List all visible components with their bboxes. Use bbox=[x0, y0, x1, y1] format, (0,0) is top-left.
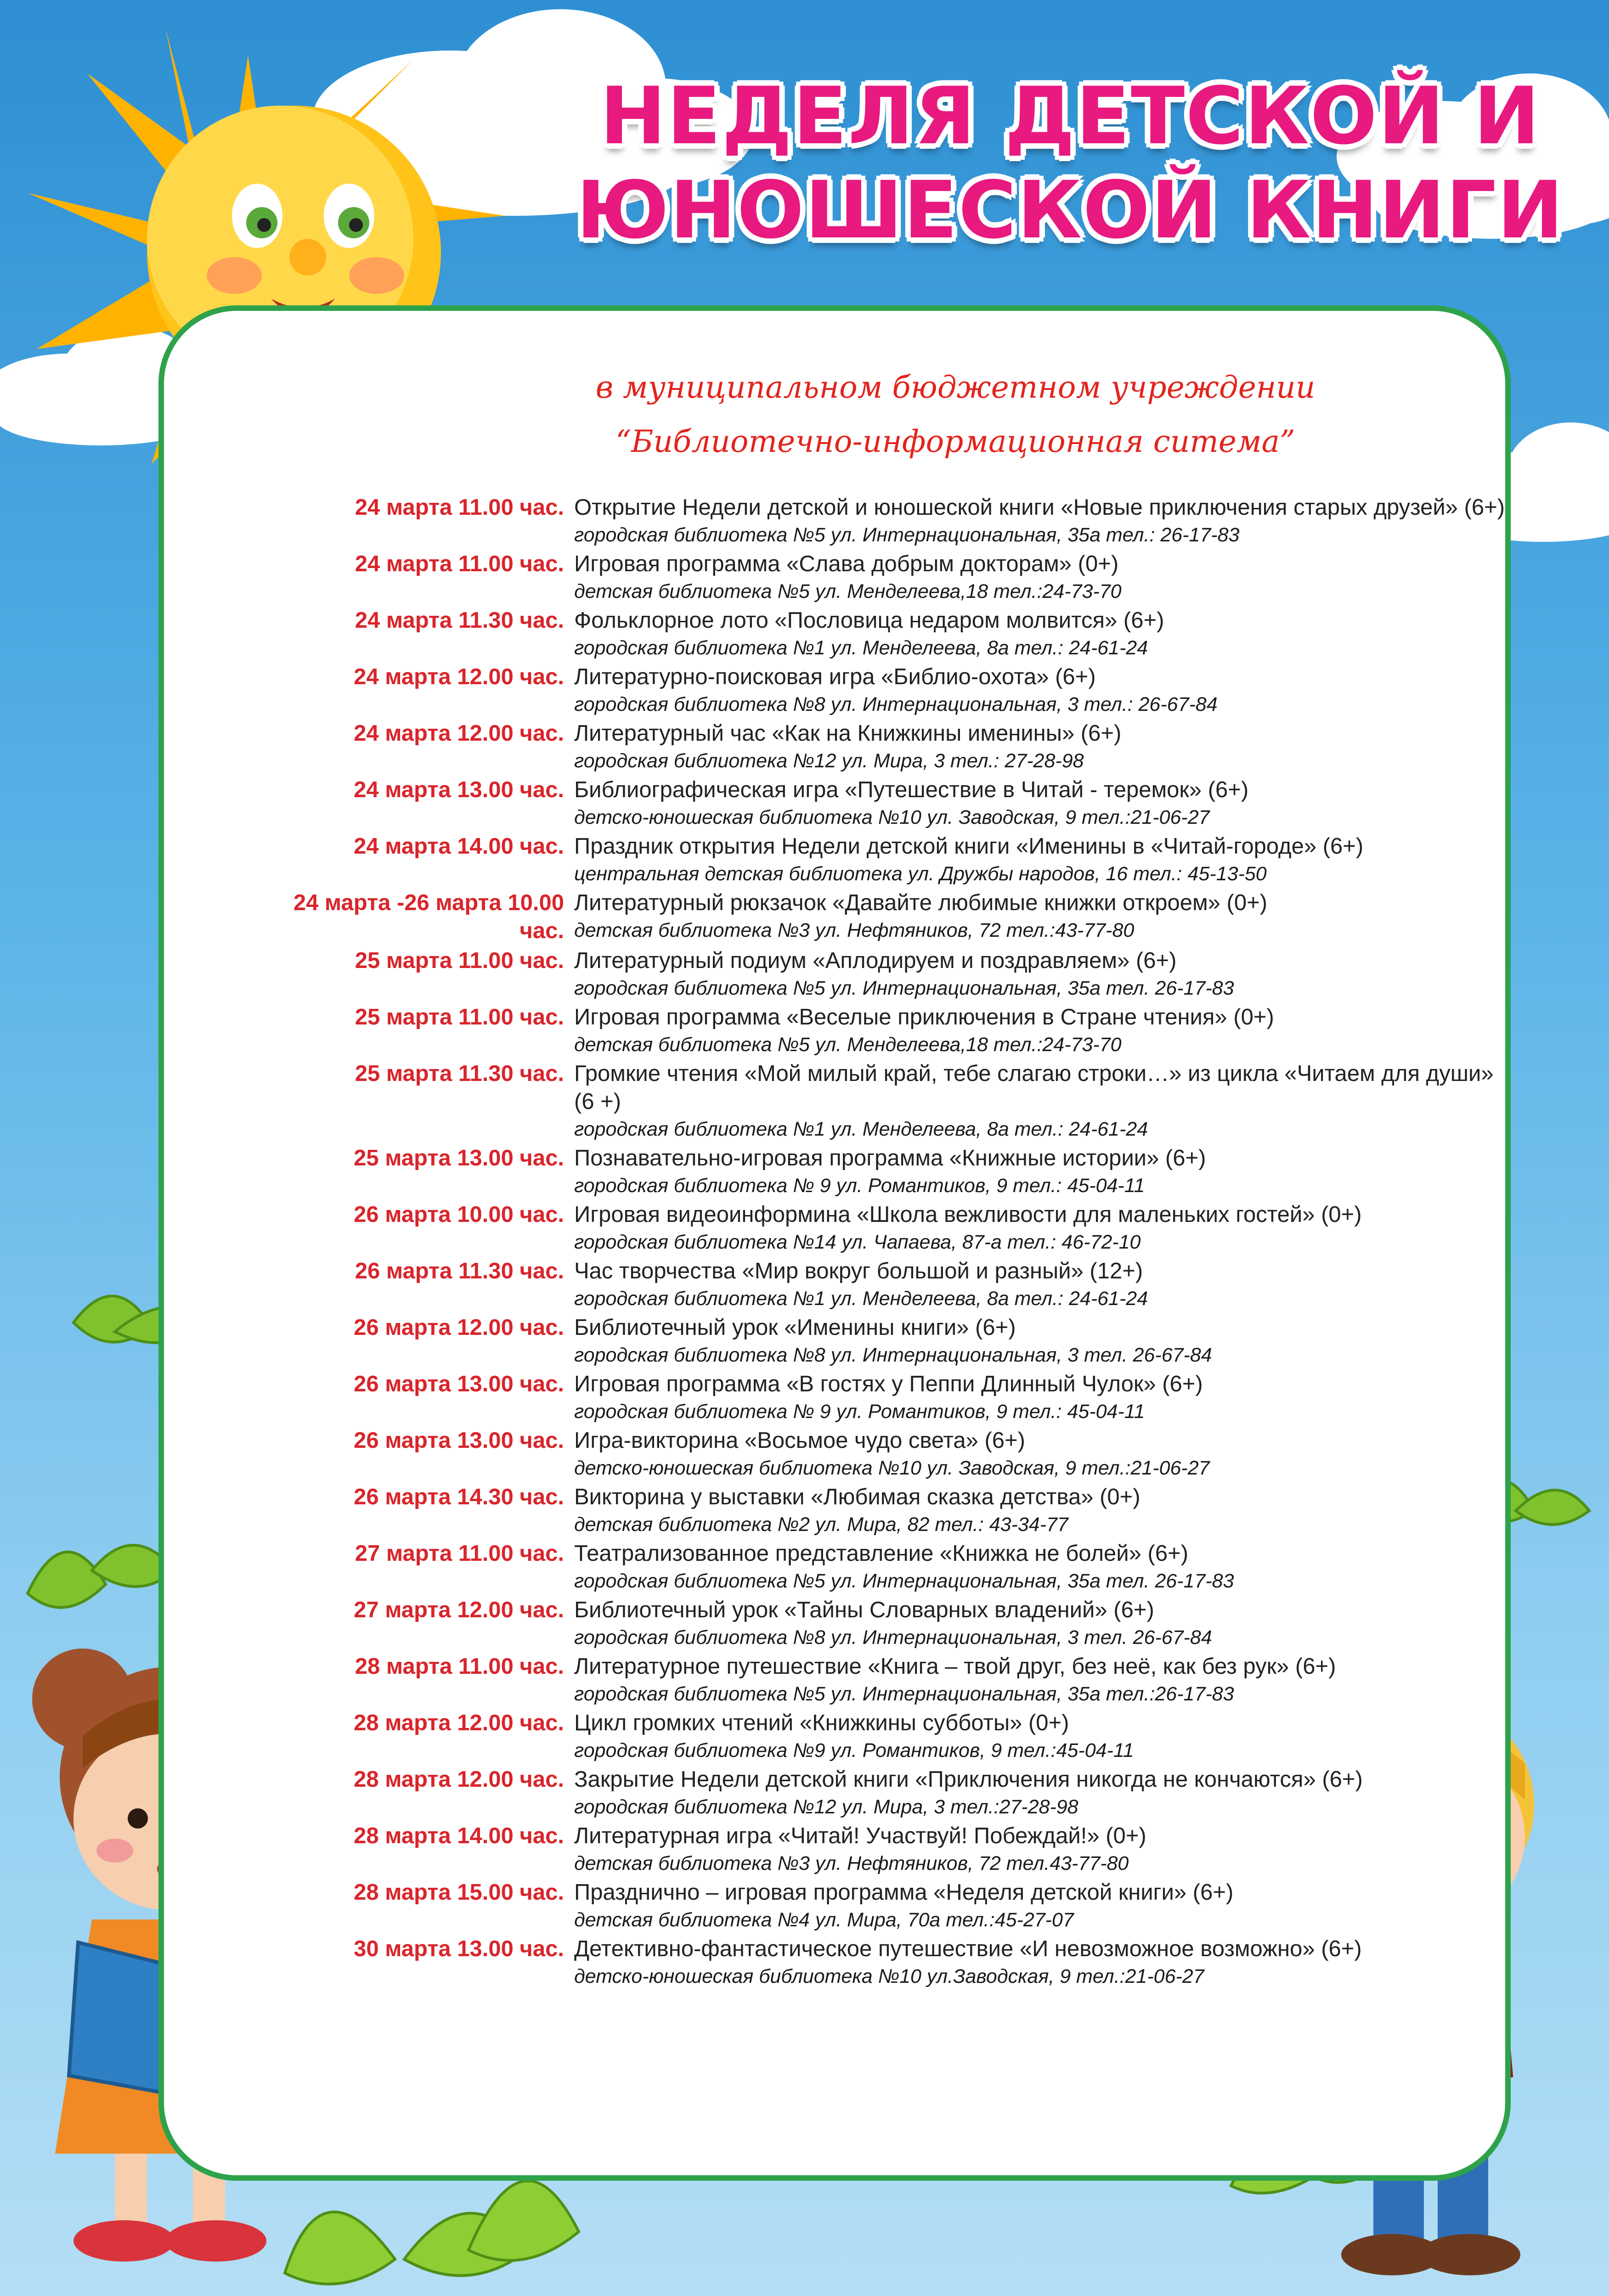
event-item bbox=[257, 607, 1507, 661]
event-location: городская библиотека № 9 ул. Романтиков, 9 тел.: 45-04-11 bbox=[574, 1401, 1145, 1423]
event-location: городская библиотека №5 ул. Интернациональная, 35а тел. 26-17-83 bbox=[574, 977, 1234, 999]
event-title: Игровая программа «В гостях у Пеппи Длинный Чулок» (6+) bbox=[574, 1372, 1203, 1396]
event-title: Закрытие Недели детской книги «Приключения никогда не кончаются» (6+) bbox=[574, 1767, 1363, 1792]
event-location: городская библиотека №8 ул. Интернациональная, 3 тел. 26-67-84 bbox=[574, 1626, 1212, 1649]
event-title: Познавательно-игровая программа «Книжные истории» (6+) bbox=[574, 1146, 1206, 1171]
event-title: Литературное путешествие «Книга – твой друг, без неё, как без рук» (6+) bbox=[574, 1654, 1336, 1679]
event-location: городская библиотека №5 ул. Интернациональная, 35а тел.: 26-17-83 bbox=[574, 524, 1240, 546]
event-date: 28 марта 15.00 час. bbox=[354, 1880, 564, 1905]
event-location: детская библиотека №4 ул. Мира, 70а тел.:45-27-07 bbox=[574, 1909, 1074, 1931]
event-body bbox=[574, 776, 1507, 831]
event-body bbox=[574, 1003, 1507, 1058]
event-title: Библиотечный урок «Тайны Словарных владений» (6+) bbox=[574, 1598, 1154, 1622]
event-date: 30 марта 13.00 час. bbox=[354, 1936, 564, 1961]
event-date: 26 марта 14.30 час. bbox=[354, 1485, 564, 1509]
event-body bbox=[574, 1879, 1507, 1933]
event-item bbox=[257, 1060, 1507, 1142]
event-item bbox=[257, 833, 1507, 887]
event-item bbox=[257, 1596, 1507, 1651]
event-date: 26 марта 11.30 час. bbox=[355, 1259, 564, 1283]
event-item bbox=[257, 1879, 1507, 1933]
event-body bbox=[574, 947, 1507, 1002]
event-item bbox=[257, 1540, 1507, 1594]
event-date: 26 марта 13.00 час. bbox=[354, 1372, 564, 1396]
event-body bbox=[574, 1144, 1507, 1199]
event-date: 26 марта 12.00 час. bbox=[354, 1315, 564, 1340]
event-location: городская библиотека №1 ул. Менделеева, 8а тел.: 24-61-24 bbox=[574, 1288, 1148, 1310]
event-body bbox=[574, 550, 1507, 605]
event-body bbox=[574, 1766, 1507, 1820]
event-body bbox=[574, 833, 1507, 887]
event-location: детско-юношеская библиотека №10 ул. Заводская, 9 тел.:21-06-27 bbox=[574, 1457, 1210, 1479]
event-body bbox=[574, 1540, 1507, 1594]
event-item bbox=[257, 1201, 1507, 1255]
event-date: 28 марта 12.00 час. bbox=[354, 1711, 564, 1735]
event-body bbox=[574, 1257, 1507, 1312]
event-item bbox=[257, 776, 1507, 831]
event-date: 25 марта 11.30 час. bbox=[355, 1061, 564, 1086]
event-item bbox=[257, 1257, 1507, 1312]
event-location: городская библиотека №8 ул. Интернациональная, 3 тел.: 26-67-84 bbox=[574, 693, 1218, 715]
event-item bbox=[257, 1144, 1507, 1199]
event-date: 24 марта 11.00 час. bbox=[355, 495, 564, 520]
event-title: Литературная игра «Читай! Участвуй! Побеждай!» (0+) bbox=[574, 1823, 1146, 1848]
event-body bbox=[574, 1370, 1507, 1425]
event-location: городская библиотека №8 ул. Интернациональная, 3 тел. 26-67-84 bbox=[574, 1344, 1212, 1366]
event-item bbox=[257, 663, 1507, 718]
event-location: детская библиотека №5 ул. Менделеева,18 тел.:24-73-70 bbox=[574, 1034, 1122, 1056]
subtitle bbox=[459, 360, 1451, 469]
event-location: городская библиотека № 9 ул. Романтиков, 9 тел.: 45-04-11 bbox=[574, 1175, 1145, 1197]
event-location: центральная детская библиотека ул. Дружбы народов, 16 тел.: 45-13-50 bbox=[574, 863, 1267, 885]
event-title: Игровая видеоинформина «Школа вежливости для маленьких гостей» (0+) bbox=[574, 1202, 1362, 1227]
event-title: Игра-викторина «Восьмое чудо света» (6+) bbox=[574, 1428, 1025, 1453]
event-location: детская библиотека №3 ул. Нефтяников, 72 тел.43-77-80 bbox=[574, 1852, 1129, 1874]
event-date: 25 марта 11.00 час. bbox=[355, 948, 564, 973]
event-body bbox=[574, 1709, 1507, 1764]
subtitle-line: в муниципальном бюджетном учреждении bbox=[595, 370, 1315, 405]
event-body bbox=[574, 1822, 1507, 1877]
event-date: 26 марта 13.00 час. bbox=[354, 1428, 564, 1453]
event-location: детско-юношеская библиотека №10 ул.Заводская, 9 тел.:21-06-27 bbox=[574, 1965, 1204, 1987]
event-location: детская библиотека №2 ул. Мира, 82 тел.: 43-34-77 bbox=[574, 1514, 1068, 1536]
event-title: Литературный час «Как на Книжкины именины» (6+) bbox=[574, 721, 1122, 746]
event-title: Библиотечный урок «Именины книги» (6+) bbox=[574, 1315, 1016, 1340]
event-body bbox=[574, 1483, 1507, 1538]
event-item bbox=[257, 1314, 1507, 1368]
event-item bbox=[257, 494, 1507, 548]
page-title: НЕДЕЛЯ ДЕТСКОЙ И ЮНОШЕСКОЙ КНИГИ bbox=[576, 70, 1564, 256]
event-body bbox=[574, 1596, 1507, 1651]
event-body bbox=[574, 1427, 1507, 1481]
event-item bbox=[257, 550, 1507, 605]
event-body bbox=[574, 1060, 1507, 1142]
subtitle-line: “Библиотечно-информационная ситема” bbox=[615, 424, 1295, 459]
event-date: 27 марта 12.00 час. bbox=[354, 1598, 564, 1622]
event-title: Театрализованное представление «Книжка не болей» (6+) bbox=[574, 1541, 1189, 1566]
leaf-icon bbox=[28, 1545, 175, 1608]
event-title: Библиографическая игра «Путешествие в Читай - теремок» (6+) bbox=[574, 777, 1249, 802]
event-date: 28 марта 14.00 час. bbox=[354, 1823, 564, 1848]
event-item bbox=[257, 947, 1507, 1002]
event-item bbox=[257, 1653, 1507, 1707]
event-location: городская библиотека №9 ул. Романтиков, 9 тел.:45-04-11 bbox=[574, 1739, 1134, 1761]
event-date: 24 марта 11.30 час. bbox=[355, 608, 564, 633]
event-title: Час творчества «Мир вокруг большой и разный» (12+) bbox=[574, 1259, 1143, 1283]
event-body bbox=[574, 1653, 1507, 1707]
event-title: Праздник открытия Недели детской книги «Именины в «Читай-городе» (6+) bbox=[574, 834, 1364, 859]
event-item bbox=[257, 1935, 1507, 1990]
event-item bbox=[257, 1483, 1507, 1538]
event-date: 24 марта 13.00 час. bbox=[354, 777, 564, 802]
event-date: 27 марта 11.00 час. bbox=[355, 1541, 564, 1566]
event-body bbox=[574, 663, 1507, 718]
event-list bbox=[257, 494, 1507, 1992]
event-location: городская библиотека №12 ул. Мира, 3 тел.: 27-28-98 bbox=[574, 750, 1084, 772]
event-date: 26 марта 10.00 час. bbox=[354, 1202, 564, 1227]
event-body bbox=[574, 1201, 1507, 1255]
event-title: Громкие чтения «Мой милый край, тебе слагаю строки…» из цикла «Читаем для души» (6 +) bbox=[574, 1061, 1494, 1114]
event-item bbox=[257, 1370, 1507, 1425]
event-body bbox=[574, 889, 1507, 944]
event-date: 24 марта 11.00 час. bbox=[355, 551, 564, 576]
event-title: Детективно-фантастическое путешествие «И невозможное возможно» (6+) bbox=[574, 1936, 1362, 1961]
event-item bbox=[257, 1766, 1507, 1820]
event-location: городская библиотека №1 ул. Менделеева, 8а тел.: 24-61-24 bbox=[574, 1118, 1148, 1140]
event-title: Празднично – игровая программа «Неделя детской книги» (6+) bbox=[574, 1880, 1234, 1905]
event-date: 24 марта -26 марта 10.00 час. bbox=[293, 890, 564, 943]
event-item bbox=[257, 1003, 1507, 1058]
event-location: городская библиотека №1 ул. Менделеева, 8а тел.: 24-61-24 bbox=[574, 637, 1148, 659]
event-title: Викторина у выставки «Любимая сказка детства» (0+) bbox=[574, 1485, 1140, 1509]
event-body bbox=[574, 494, 1507, 548]
event-body bbox=[574, 1314, 1507, 1368]
event-title: Игровая программа «Веселые приключения в Стране чтения» (0+) bbox=[574, 1005, 1274, 1030]
event-date: 24 марта 12.00 час. bbox=[354, 721, 564, 746]
event-title: Литературный рюкзачок «Давайте любимые книжки откроем» (0+) bbox=[574, 890, 1268, 915]
event-item bbox=[257, 889, 1507, 945]
event-location: детская библиотека №3 ул. Нефтяников, 72 тел.:43-77-80 bbox=[574, 919, 1135, 941]
event-title: Игровая программа «Слава добрым докторам» (0+) bbox=[574, 551, 1119, 576]
event-date: 24 марта 12.00 час. bbox=[354, 664, 564, 689]
event-date: 28 марта 11.00 час. bbox=[355, 1654, 564, 1679]
event-item bbox=[257, 720, 1507, 774]
event-title: Литературный подиум «Аплодируем и поздравляем» (6+) bbox=[574, 948, 1177, 973]
event-title: Открытие Недели детской и юношеской книги «Новые приключения старых друзей» (6+) bbox=[574, 495, 1505, 520]
event-body bbox=[574, 720, 1507, 774]
event-date: 25 марта 11.00 час. bbox=[355, 1005, 564, 1030]
event-title: Литературно-поисковая игра «Библио-охота» (6+) bbox=[574, 664, 1096, 689]
event-body bbox=[574, 1935, 1507, 1990]
event-date: 28 марта 12.00 час. bbox=[354, 1767, 564, 1792]
event-item bbox=[257, 1822, 1507, 1877]
event-location: детская библиотека №5 ул. Менделеева,18 тел.:24-73-70 bbox=[574, 580, 1122, 602]
event-location: детско-юношеская библиотека №10 ул. Заводская, 9 тел.:21-06-27 bbox=[574, 806, 1210, 828]
event-date: 24 марта 14.00 час. bbox=[354, 834, 564, 859]
leaf-icon bbox=[285, 2181, 579, 2284]
event-location: городская библиотека №14 ул. Чапаева, 87-а тел.: 46-72-10 bbox=[574, 1231, 1141, 1253]
event-body bbox=[574, 607, 1507, 661]
event-location: городская библиотека №5 ул. Интернациональная, 35а тел. 26-17-83 bbox=[574, 1570, 1234, 1592]
event-location: городская библиотека №5 ул. Интернациональная, 35а тел.:26-17-83 bbox=[574, 1683, 1234, 1705]
event-item bbox=[257, 1427, 1507, 1481]
event-item bbox=[257, 1709, 1507, 1764]
event-location: городская библиотека №12 ул. Мира, 3 тел.:27-28-98 bbox=[574, 1796, 1078, 1818]
event-date: 25 марта 13.00 час. bbox=[354, 1146, 564, 1171]
event-title: Цикл громких чтений «Книжкины субботы» (0+) bbox=[574, 1711, 1069, 1735]
event-title: Фольклорное лото «Пословица недаром молвится» (6+) bbox=[574, 608, 1164, 633]
